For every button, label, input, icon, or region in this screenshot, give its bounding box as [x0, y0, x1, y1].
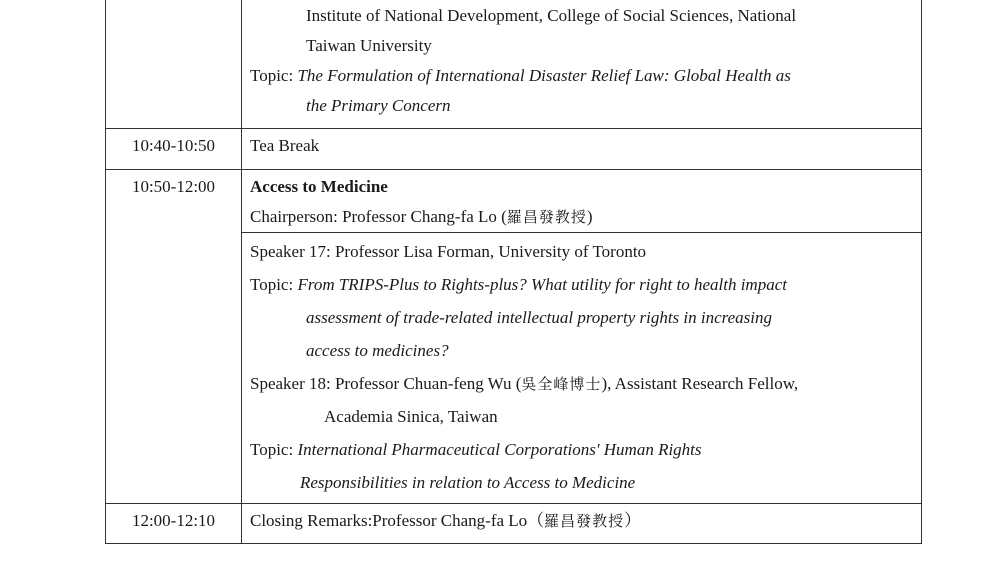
- speaker-17-line: Speaker 17: Professor Lisa Forman, University of Toronto: [250, 242, 647, 261]
- content-cell: [242, 0, 922, 129]
- affiliation-line: Institute of National Development, College of Social Sciences, National: [306, 6, 797, 25]
- topic-label: Topic:: [250, 440, 294, 459]
- content-cell: [242, 233, 922, 504]
- affiliation-line: Taiwan University: [306, 36, 432, 55]
- speaker-18-suffix: ), Assistant Research Fellow,: [601, 374, 799, 393]
- time-cell: 12:00-12:10: [106, 504, 242, 544]
- closing-remarks-suffix: ）: [624, 511, 642, 530]
- session-title: Access to Medicine: [250, 177, 388, 196]
- speaker-18-cjk-name: 吳全峰博士: [521, 375, 602, 393]
- closing-remarks-cjk-name: 羅昌發教授: [544, 512, 625, 530]
- topic-title-continued: access to medicines?: [306, 341, 449, 360]
- closing-remarks-text: Closing Remarks:Professor Chang-fa Lo（: [250, 511, 545, 530]
- topic-17-line: [250, 268, 911, 301]
- topic-line: [250, 61, 911, 91]
- topic-title: From TRIPS-Plus to Rights-plus? What utility for right to health impact: [297, 275, 787, 294]
- topic-title-continued: Responsibilities in relation to Access to Medicine: [300, 473, 636, 492]
- chairperson-line: [250, 202, 911, 232]
- topic-18-line: [250, 433, 911, 466]
- topic-title-continued: the Primary Concern: [306, 96, 451, 115]
- topic-title: The Formulation of International Disaster Relief Law: Global Health as: [297, 66, 791, 85]
- chairperson-text: Chairperson: Professor Chang-fa Lo (: [250, 207, 507, 226]
- speaker-18-affiliation: Academia Sinica, Taiwan: [324, 407, 498, 426]
- content-cell: [242, 504, 922, 544]
- topic-title: International Pharmaceutical Corporations' Human Rights: [297, 440, 702, 459]
- closing-remarks-line: [250, 504, 911, 537]
- table-row: [106, 129, 922, 170]
- tea-break-label: Tea Break: [250, 136, 320, 155]
- speaker-18-text: Speaker 18: Professor Chuan-feng Wu (: [250, 374, 522, 393]
- table-row: [106, 504, 922, 544]
- chairperson-cjk-name: 羅昌發教授: [506, 208, 587, 226]
- topic-label: Topic:: [250, 66, 294, 85]
- speaker-18-line: [250, 367, 911, 400]
- content-cell: [242, 170, 922, 233]
- agenda-table: [105, 0, 922, 544]
- table-row: [106, 0, 922, 129]
- chairperson-suffix: ): [586, 207, 593, 226]
- time-cell: 10:50-12:00: [106, 170, 242, 504]
- topic-title-continued: assessment of trade-related intellectual property rights in increasing: [306, 308, 773, 327]
- table-row: [106, 170, 922, 233]
- topic-label: Topic:: [250, 275, 294, 294]
- content-cell: [242, 129, 922, 170]
- time-cell: 10:40-10:50: [106, 129, 242, 170]
- time-cell: [106, 0, 242, 129]
